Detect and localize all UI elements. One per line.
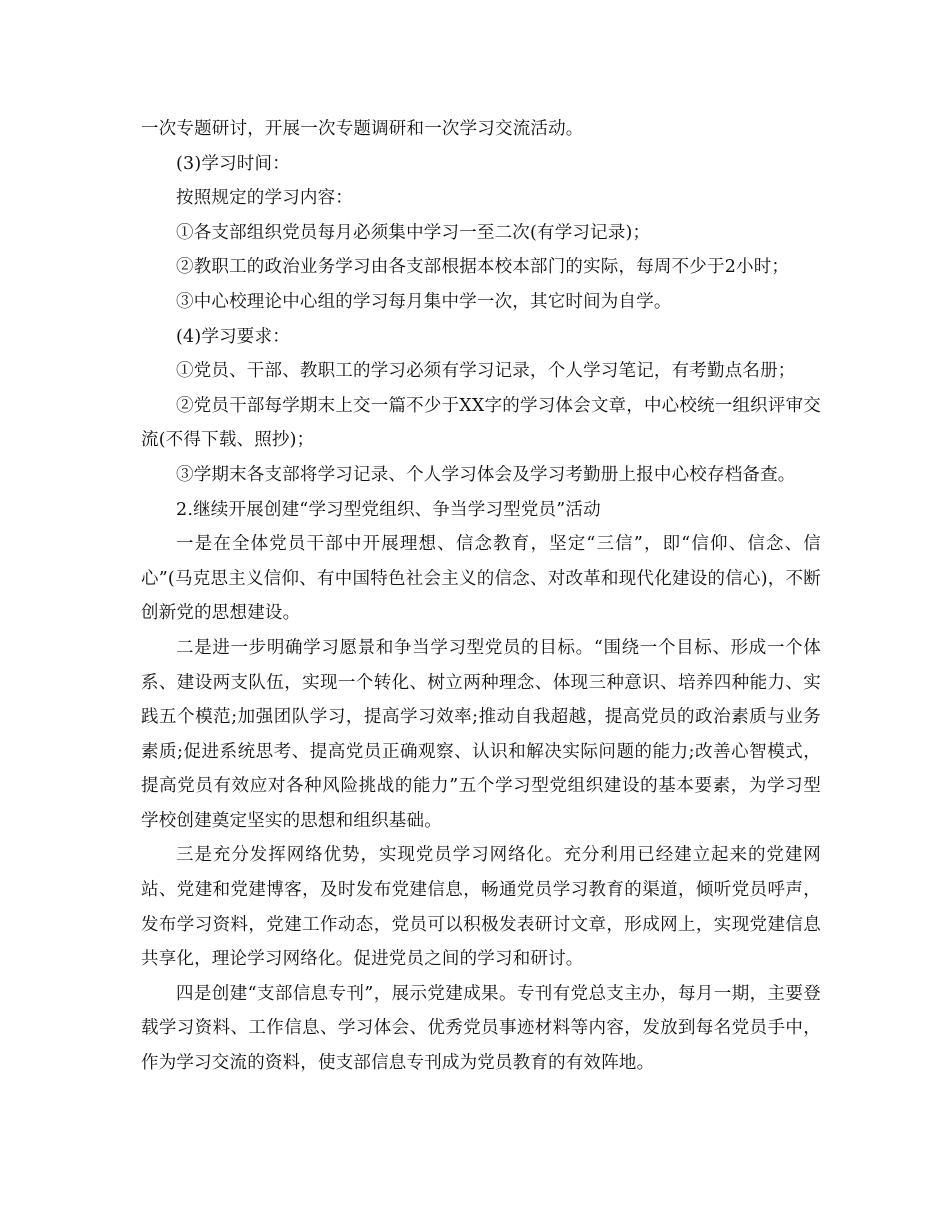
list-item-time-3: ③中心校理论中心组的学习每月集中学一次，其它时间为自学。 bbox=[176, 291, 672, 312]
paragraph-study-content-intro: 按照规定的学习内容： bbox=[176, 188, 353, 209]
list-item-requirement-3: ③学期末各支部将学习记录、个人学习体会及学习考勤册上报中心校存档备查。 bbox=[176, 464, 796, 485]
paragraph-point-one: 一是在全体党员干部中开展理想、信念教育，坚定“三信”，即“信仰、信念、信心”(马克思主义信仰、有中国特色社会主义的信念、对改革和现代化建设的信心)，不断创新党的思想建设。 bbox=[141, 534, 821, 624]
paragraph-point-four: 四是创建“支部信息专刊”，展示党建成果。专刊有党总支主办，每月一期，主要登载学习资料、工作信息、学习体会、优秀党员事迹材料等内容，发放到每名党员手中，作为学习交流的资料，使支部信息专刊成为党员教育的有效阵地。 bbox=[141, 983, 821, 1074]
list-item-time-1: ①各支部组织党员每月必须集中学习一至二次(有学习记录)； bbox=[176, 222, 651, 243]
heading-study-time: (3)学习时间： bbox=[176, 153, 290, 174]
list-item-requirement-2: ②党员干部每学期末上交一篇不少于XX字的学习体会文章，中心校统一组织评审交流(不得下载、照抄)； bbox=[141, 395, 821, 451]
paragraph-continuation: 一次专题研讨，开展一次专题调研和一次学习交流活动。 bbox=[141, 119, 584, 139]
section-heading-2: 2.继续开展创建“学习型党组织、争当学习型党员”活动 bbox=[176, 499, 601, 520]
paragraph-point-two: 二是进一步明确学习愿景和争当学习型党员的目标。“围绕一个目标、形成一个体系、建设两支队伍，实现一个转化、树立两种理念、体现三种意识、培养四种能力、实践五个模范;加强团队学习，提高学习效率;推动自我超越，提高党员的政治素质与业务素质;促进系统思考、提高党员正确观察、认识和解决实际问题的能力;改善心智模式，提高党员有效应对各种风险挑战的能力”五个学习型党组织建设的基本要素，为学习型学校创建奠定坚实的思想和组织基础。 bbox=[141, 637, 821, 831]
paragraph-point-three: 三是充分发挥网络优势，实现党员学习网络化。充分利用已经建立起来的党建网站、党建和党建博客，及时发布党建信息，畅通党员学习教育的渠道，倾听党员呼声，发布学习资料，党建工作动态，党员可以积极发表研讨文章，形成网上，实现党建信息共享化，理论学习网络化。促进党员之间的学习和研讨。 bbox=[141, 845, 821, 970]
list-item-requirement-1: ①党员、干部、教职工的学习必须有学习记录，个人学习笔记，有考勤点名册； bbox=[176, 361, 796, 382]
document-body bbox=[141, 112, 821, 1081]
heading-study-requirements: (4)学习要求： bbox=[176, 326, 290, 347]
list-item-time-2: ②教职工的政治业务学习由各支部根据本校本部门的实际，每周不少于2小时； bbox=[176, 257, 790, 278]
